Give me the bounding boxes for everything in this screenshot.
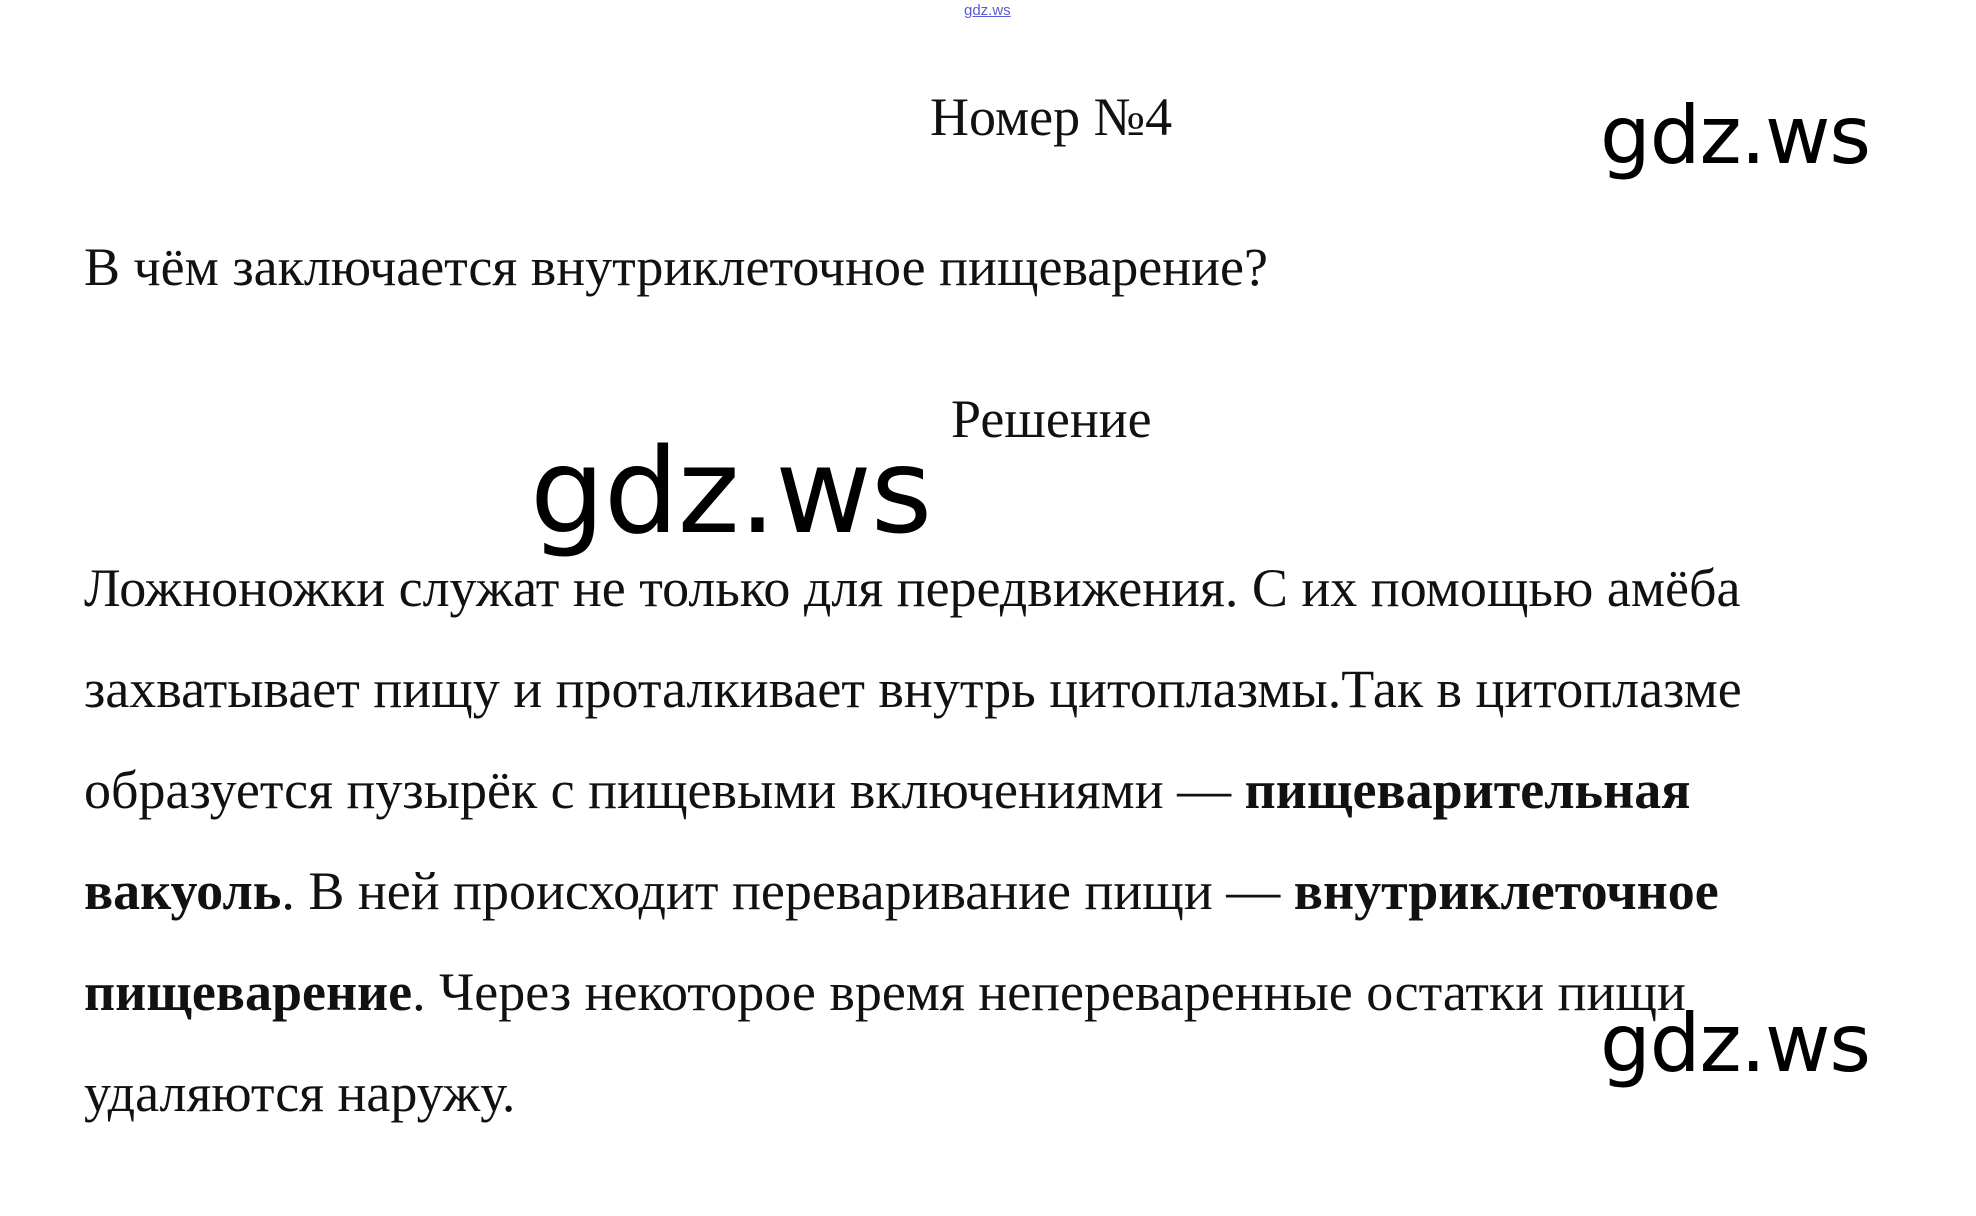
- answer-text: . Через некоторое время непереваренные остатки пищи: [412, 962, 1686, 1022]
- watermark-bottom: gdz.ws: [1600, 997, 1871, 1090]
- answer-line-5: [84, 942, 1934, 1043]
- answer-text: образуется пузырёк с пищевыми включениями —: [84, 760, 1245, 820]
- answer-text: . В ней происходит переваривание пищи —: [281, 861, 1294, 921]
- answer-line-3: [84, 740, 1934, 841]
- term-intracellular-part2: пищеварение: [84, 962, 413, 1022]
- answer-line-2: захватывает пищу и проталкивает внутрь цитоплазмы.Так в цитоплазме: [84, 659, 1742, 719]
- answer-line-6: удаляются наружу.: [84, 1063, 516, 1123]
- answer-line-4: [84, 841, 1934, 942]
- page-title: Номер №4: [930, 87, 1173, 147]
- watermark-top: gdz.ws: [1600, 89, 1871, 182]
- term-intracellular-part1: внутриклеточное: [1293, 861, 1719, 921]
- answer-paragraph: [84, 538, 1934, 1144]
- watermark-middle: gdz.ws: [530, 422, 932, 560]
- site-link[interactable]: gdz.ws: [964, 2, 1011, 19]
- solution-heading: Решение: [951, 389, 1152, 449]
- question-text: В чём заключается внутриклеточное пищеварение?: [84, 237, 1268, 297]
- answer-line-1: Ложноножки служат не только для передвижения. С их помощью амёба: [84, 558, 1741, 618]
- term-digestive-vacuole-part1: пищеварительная: [1244, 760, 1691, 820]
- term-digestive-vacuole-part2: вакуоль: [84, 861, 282, 921]
